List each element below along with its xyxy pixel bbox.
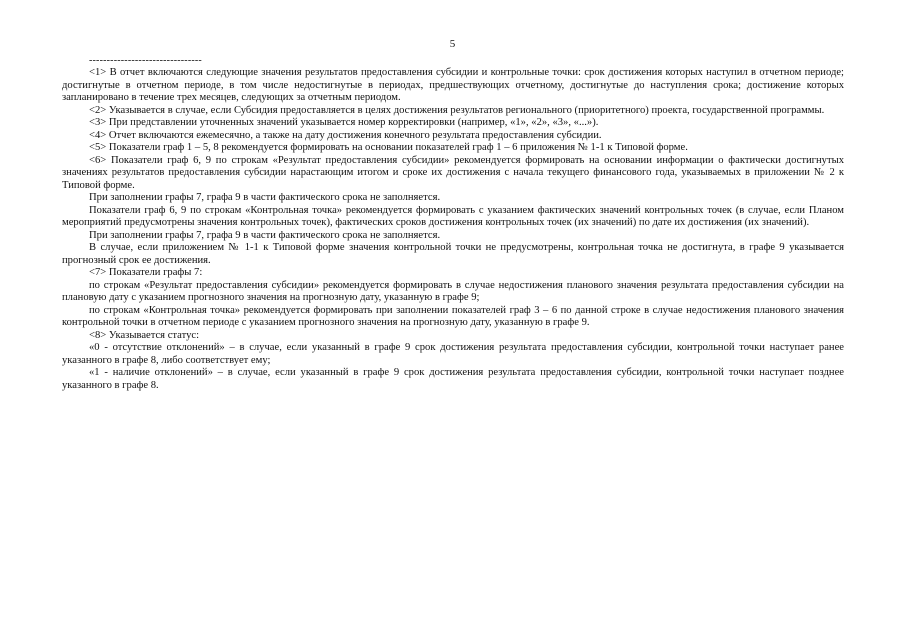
footnote-7: <7> Показатели графы 7:: [89, 267, 203, 278]
footnote-2: <2> Указывается в случае, если Субсидия предоставляется в целях достижения результатов регионального (приоритетного) проекта, государственной программы.: [89, 104, 825, 116]
footnote-6-paragraph: При заполнении графы 7, графа 9 в части фактического срока не заполняется.: [89, 192, 441, 203]
footnote-5: <5> Показатели граф 1 – 5, 8 рекомендуется формировать на основании показателей граф 1 – 6 приложения № 1-1 к Типовой форме.: [89, 142, 688, 153]
footnote-7-paragraph: по строкам «Контрольная точка» рекомендуется формировать при заполнении показателей граф 3 – 6 по данной строке в случае недостижения планового значения контрольной точки в отчетном периоде с указанием прогнозного значения на прогнозную дату, указанную в графе 9.: [62, 304, 844, 328]
footnote-8-paragraph: «0 - отсутствие отклонений» – в случае, если указанный в графе 9 срок достижения результата предоставления субсидии, контрольной точки наступает ранее указанного в графе 8, либо соответствует ему;: [62, 342, 844, 366]
footnote-4: <4> Отчет включаются ежемесячно, а также на дату достижения конечного результата предоставления субсидии.: [89, 129, 602, 141]
footnote-separator: --------------------------------: [89, 55, 202, 66]
footnote-3: <3> При представлении уточненных значений указывается номер корректировки (например, «1», «2», «3», «...»).: [89, 117, 599, 128]
footnote-6-paragraph: В случае, если приложением № 1-1 к Типовой форме значения контрольной точки не предусмотрены, контрольная точка не достигнута, в графе 9 указывается прогнозный срок ее достижения.: [62, 242, 844, 266]
footnotes-block: [62, 67, 844, 392]
footnote-7-paragraph: по строкам «Результат предоставления субсидии» рекомендуется формировать в случае недостижения планового значения результата предоставления субсидии на плановую дату с указанием прогнозного значения на прогнозную дату, указанную в графе 9;: [62, 279, 844, 303]
footnote-6: <6> Показатели граф 6, 9 по строкам «Результат предоставления субсидии» рекомендуется формировать на основании информации о фактически достигнутых значениях результатов предоставления субсидии нарастающим итогом и сроке их достижения с начала текущего финансового года, указываемых в приложении № 2 к Типовой форме.: [62, 154, 844, 191]
footnote-1: <1> В отчет включаются следующие значения результатов предоставления субсидии и контрольные точки: срок достижения которых наступил в отчетном периоде; достигнутые в отчетном периоде, в том числе недостигнутые в периодах, предшествующих отчетному, достигнутые до наступления срока; достижение которых запланировано в течение трех месяцев, следующих за отчетным периодом.: [62, 67, 844, 103]
footnote-6-paragraph: Показатели граф 6, 9 по строкам «Контрольная точка» рекомендуется формировать с указанием фактических значений контрольных точек (в случае, если Планом мероприятий предусмотрены значения контрольных точек), фактических сроков достижения контрольных точек (их значений) по дате их достижения (их значений).: [62, 204, 844, 228]
footnote-8: <8> Указывается статус:: [89, 329, 200, 341]
footnote-8-paragraph: «1 - наличие отклонений» – в случае, если указанный в графе 9 срок достижения результата предоставления субсидии, контрольной точки наступает позднее указанного в графе 8.: [62, 367, 844, 391]
footnote-6-paragraph: При заполнении графы 7, графа 9 в части фактического срока не заполняется.: [89, 229, 441, 241]
page-number: 5: [449, 38, 456, 50]
